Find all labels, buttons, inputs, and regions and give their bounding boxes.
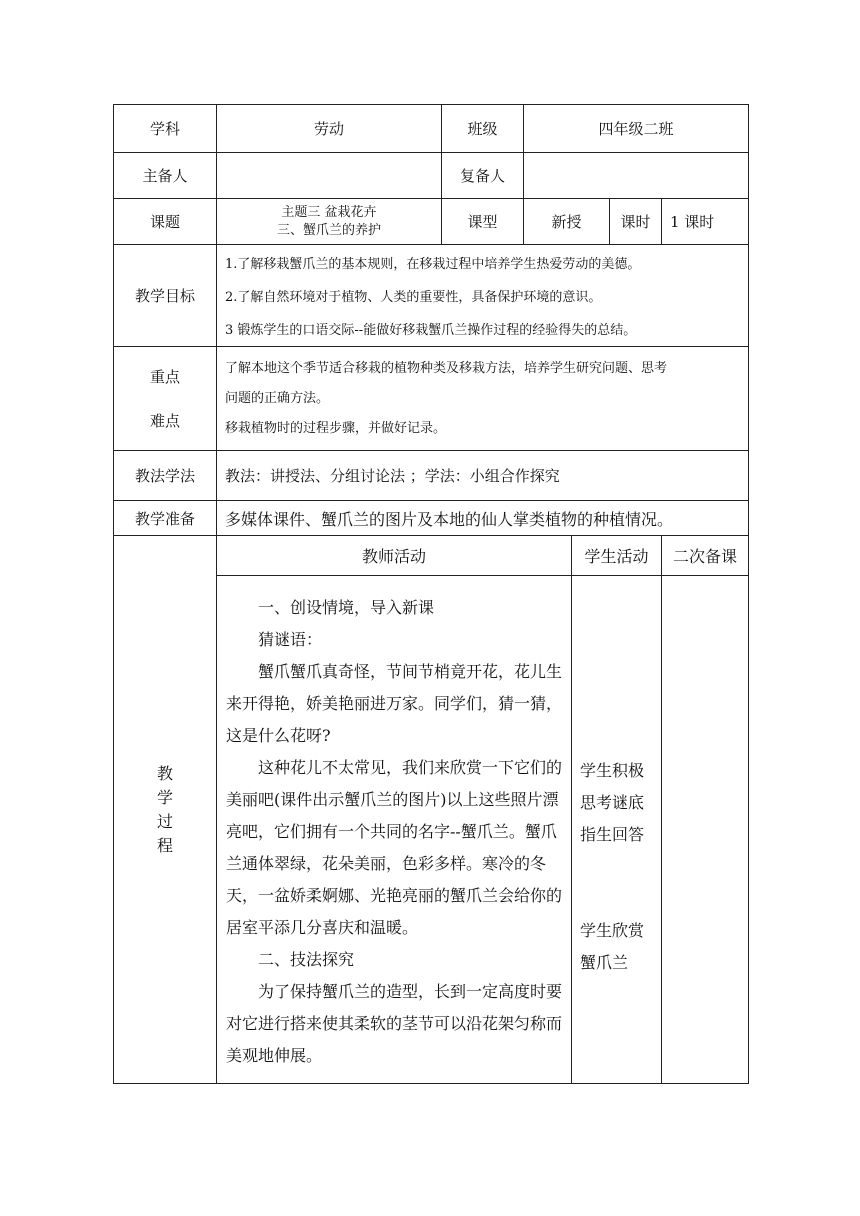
- teacher-paragraph: 二、技法探究: [258, 949, 355, 969]
- student-line: 思考谜底: [580, 792, 645, 812]
- teacher-paragraph: 这种花儿不太常见，我们来欣赏一下它们的美丽吧(课件出示蟹爪兰的图片)以上这些照片漂亮吧，它们拥有一个共同的名字--蟹爪兰。蟹爪兰通体翠绿，花朵美丽，色彩多样。寒冷的冬天，一盆娇柔婀娜、光艳亮丽的蟹爪兰会给你的居室平添几分喜庆和温暖。: [226, 757, 563, 937]
- reviewer-label: 复备人: [442, 153, 524, 199]
- process-header-row: [114, 536, 749, 576]
- goal-item: 2.了解自然环境对于植物、人类的重要性，具备保护环境的意识。: [225, 290, 602, 305]
- key-line-2: 问题的正确方法。: [225, 390, 330, 406]
- subject-row: [114, 105, 749, 153]
- teacher-activity: [217, 576, 572, 1084]
- label-spacer: [114, 388, 216, 410]
- difficult-text: 移栽植物时的过程步骤，并做好记录。: [225, 420, 447, 436]
- goals-row: [114, 245, 749, 347]
- goal-item: 1.了解移栽蟹爪兰的基本规则，在移栽过程中培养学生热爱劳动的美德。: [225, 257, 641, 272]
- subject-value: 劳动: [217, 105, 442, 153]
- preparer-row: [114, 153, 749, 199]
- type-label: 课型: [442, 199, 524, 245]
- preparation-label: 教学准备: [114, 501, 217, 536]
- student-line: 学生积极: [580, 760, 645, 780]
- keypoints-content: [217, 347, 749, 451]
- topic-label: 课题: [114, 199, 217, 245]
- goals-content: [217, 245, 749, 347]
- process-label-char: 教: [156, 763, 173, 783]
- topic-line-1: 主题三 盆栽花卉: [281, 204, 377, 220]
- process-label-char: 程: [156, 835, 173, 855]
- subject-label: 学科: [114, 105, 217, 153]
- reviewer-value: [524, 153, 749, 199]
- topic-line-2: 三、蟹爪兰的养护: [276, 222, 381, 238]
- student-line: 蟹爪兰: [580, 952, 629, 972]
- goal-item: 3 锻炼学生的口语交际--能做好移栽蟹爪兰操作过程的经验得失的总结。: [225, 323, 637, 338]
- type-value: 新授: [524, 199, 610, 245]
- student-activity: [572, 576, 662, 1084]
- student-activity-header: 学生活动: [572, 536, 662, 576]
- key-label: 重点: [149, 367, 180, 386]
- topic-row: [114, 199, 749, 245]
- teacher-paragraph: 蟹爪蟹爪真奇怪，节间节梢竟开花，花儿生来开得艳，娇美艳丽进万家。同学们，猜一猜，这是什么花呀?: [226, 661, 563, 745]
- methods-value: 教法：讲授法、分组讨论法 ；学法：小组合作探究: [217, 451, 749, 501]
- methods-row: [114, 451, 749, 501]
- teacher-paragraph: 一、创设情境，导入新课: [258, 597, 435, 617]
- topic-value: [217, 199, 442, 245]
- process-label: [114, 536, 217, 1084]
- goals-label: 教学目标: [114, 245, 217, 347]
- process-label-char: 过: [156, 811, 173, 831]
- student-line: 指生回答: [580, 824, 645, 844]
- student-spacer: [580, 851, 657, 915]
- keypoints-row: [114, 347, 749, 451]
- preparer-label: 主备人: [114, 153, 217, 199]
- keypoints-label: [114, 347, 217, 451]
- preparer-value: [217, 153, 442, 199]
- preparation-row: [114, 501, 749, 536]
- process-label-char: 学: [156, 787, 173, 807]
- hours-label: 课时: [610, 199, 662, 245]
- student-line: 学生欣赏: [580, 920, 645, 940]
- key-line-1: 了解本地这个季节适合移栽的植物种类及移栽方法，培养学生研究问题、思考: [225, 360, 668, 376]
- hours-value: 1 课时: [662, 199, 749, 245]
- class-value: 四年级二班: [524, 105, 749, 153]
- methods-label: 教法学法: [114, 451, 217, 501]
- preparation-value: 多媒体课件、蟹爪兰的图片及本地的仙人掌类植物的种植情况。: [217, 501, 749, 536]
- teacher-paragraph: 猜谜语：: [258, 629, 323, 649]
- second-prep-header: 二次备课: [662, 536, 749, 576]
- difficult-label: 难点: [149, 411, 180, 430]
- second-prep-cell: [662, 576, 749, 1084]
- class-label: 班级: [442, 105, 524, 153]
- lesson-plan-table: [113, 104, 749, 1084]
- teacher-paragraph: 为了保持蟹爪兰的造型，长到一定高度时要对它进行搭来使其柔软的茎节可以沿花架匀称而美观地伸展。: [226, 981, 563, 1065]
- teacher-activity-header: 教师活动: [217, 536, 572, 576]
